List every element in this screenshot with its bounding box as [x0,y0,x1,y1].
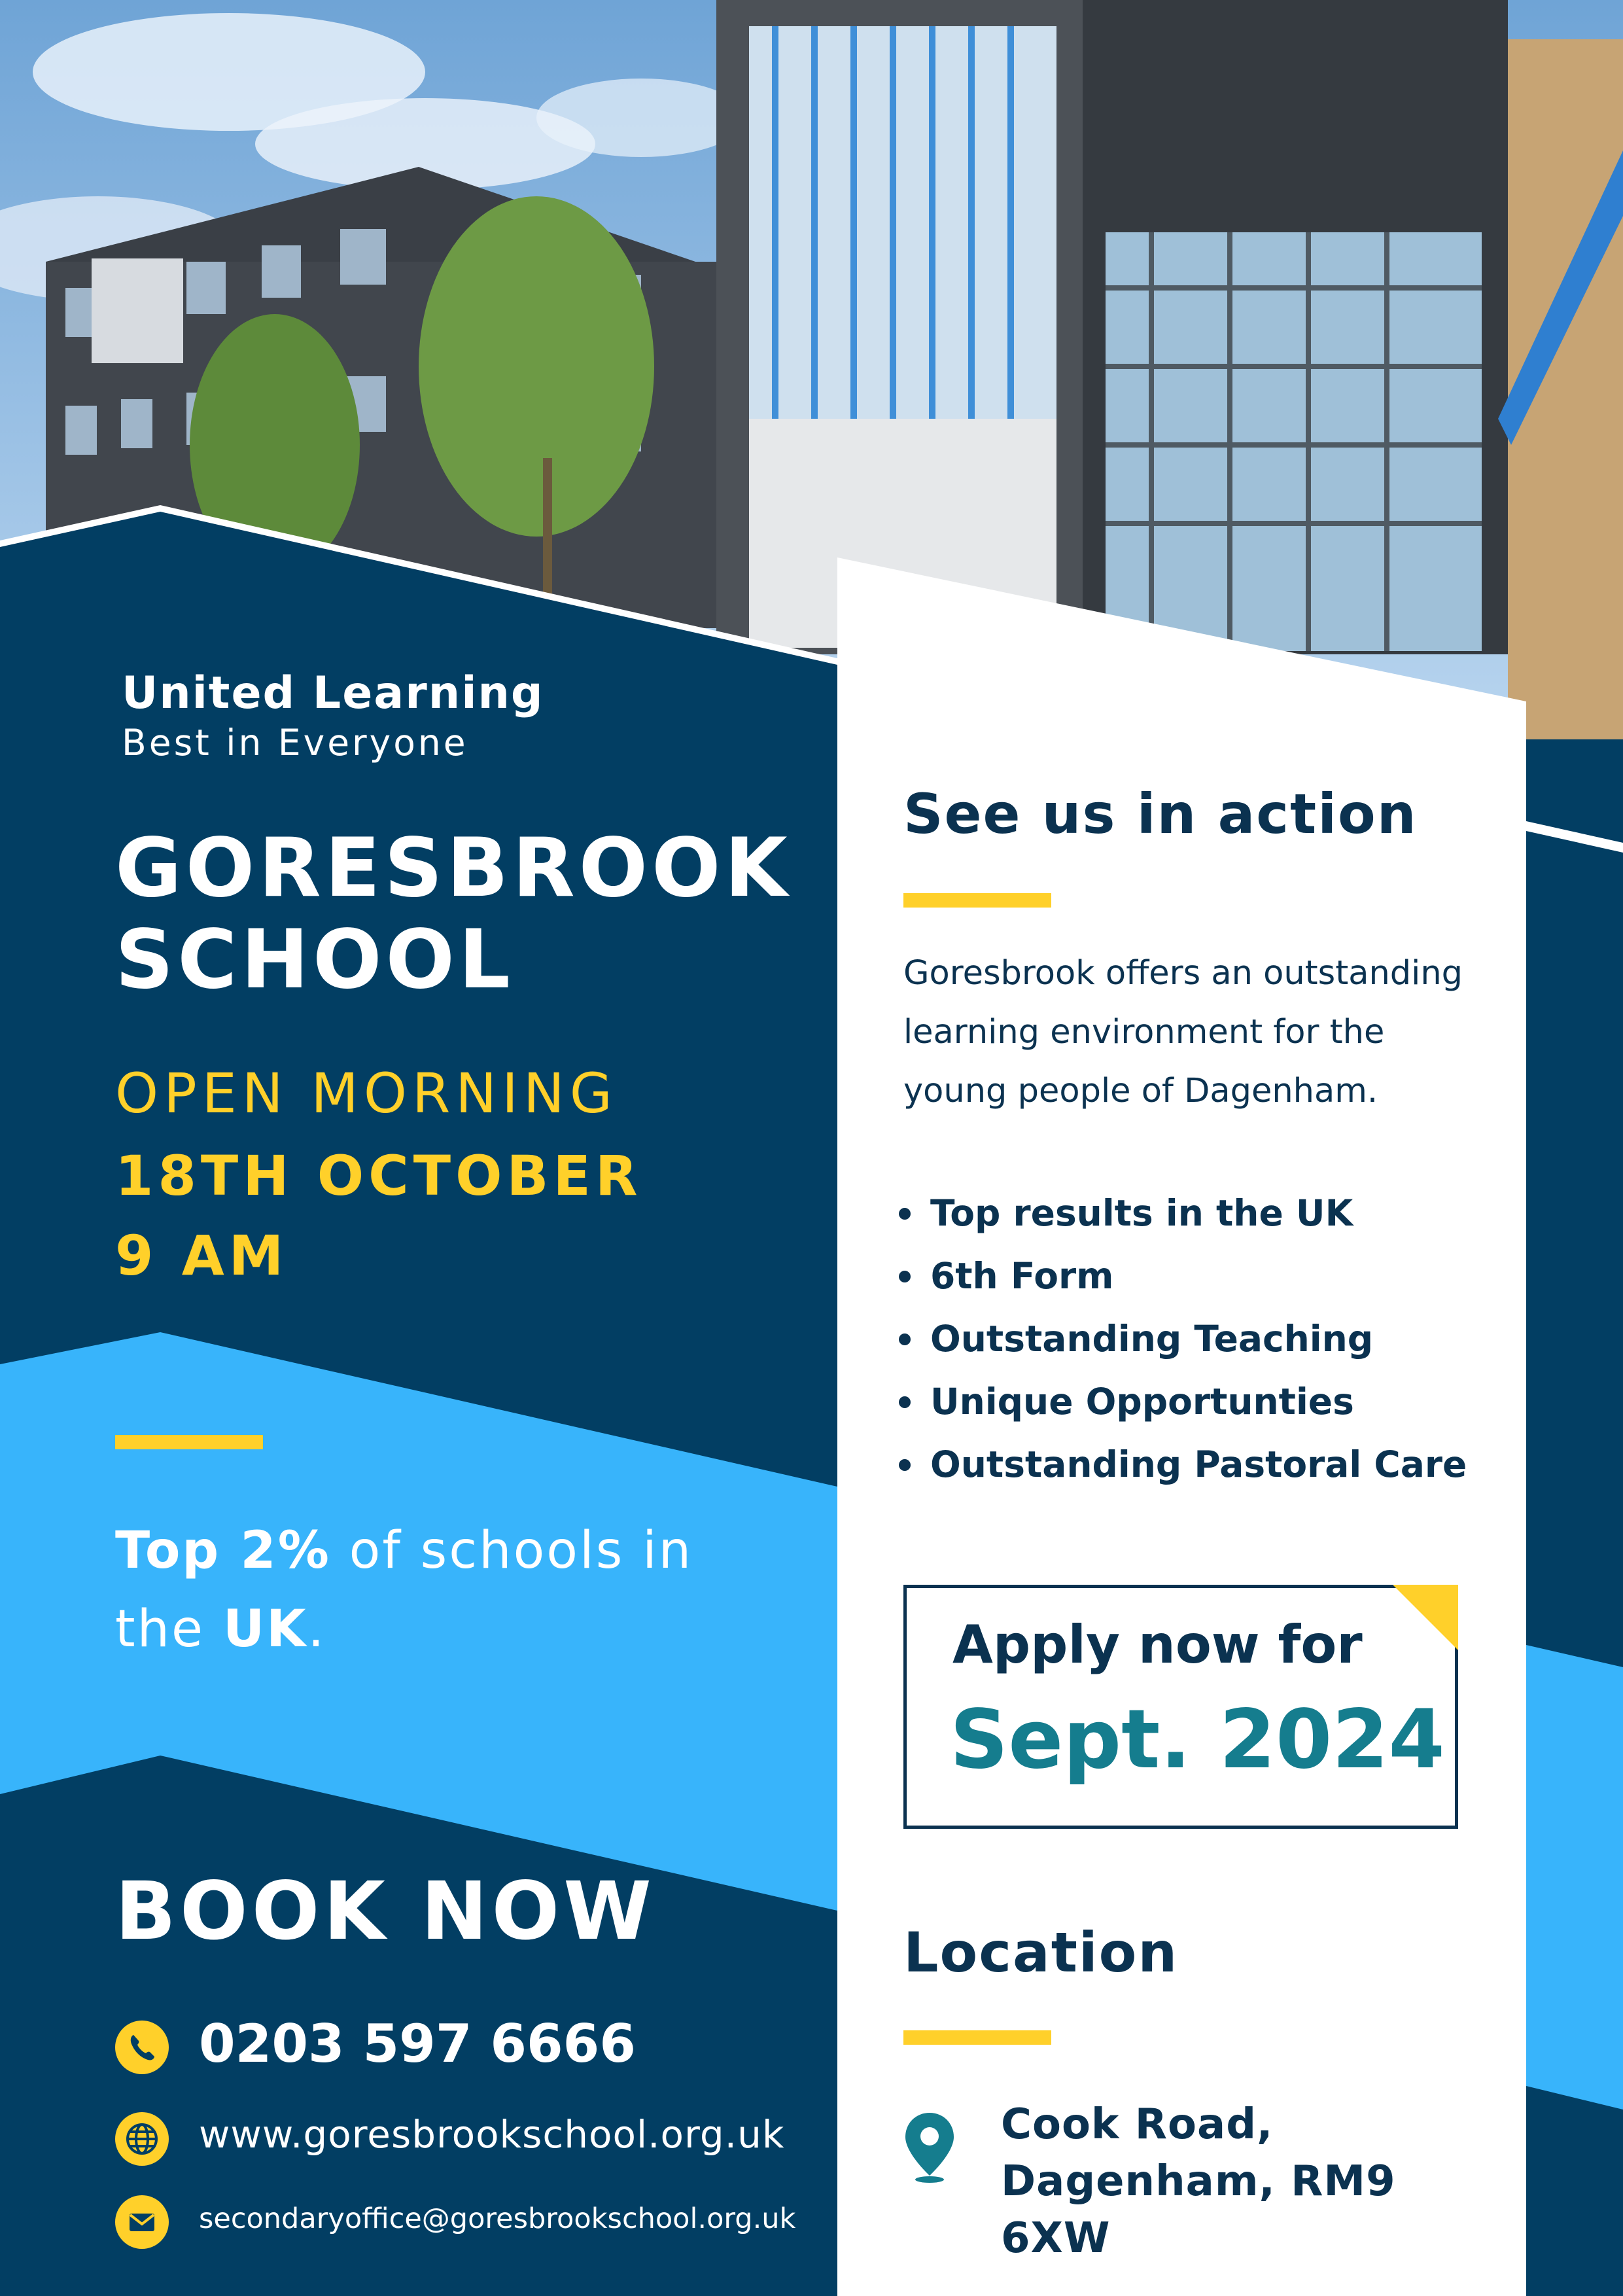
feature-label: Top results in the UK [930,1192,1353,1234]
feature-label: Outstanding Pastoral Care [930,1443,1467,1485]
apply-line1: Apply now for [952,1614,1363,1675]
about-body-line2: learning environment for the [903,1013,1385,1051]
brand-name: United Learning [122,667,544,719]
location-accent-bar [903,2030,1051,2045]
feature-list [896,1182,1467,1496]
feature-label: Outstanding Teaching [930,1318,1374,1360]
ranking-text1: of schools in [330,1521,693,1580]
about-heading: See us in action [903,782,1418,846]
address-line1: Cook Road, [1001,2100,1274,2149]
map-pin-icon [901,2110,958,2183]
event-date: 18TH OCTOBER [115,1144,642,1208]
phone-icon [115,2021,169,2074]
ranking-accent-bar [115,1435,263,1449]
corner-accent [1393,1585,1458,1650]
about-body-line3: young people of Dagenham. [903,1072,1378,1110]
bullet-icon [899,1271,911,1282]
bullet-icon [899,1396,911,1408]
list-item [896,1370,1467,1433]
ranking-strong-uk: UK [222,1600,308,1659]
apply-line2: Sept. 2024 [950,1693,1445,1787]
about-body-line1: Goresbrook offers an outstanding [903,954,1463,993]
bullet-icon [899,1459,911,1471]
event-time: 9 AM [115,1224,288,1288]
apply-box [903,1585,1458,1829]
ranking-end: . [307,1600,326,1659]
bullet-icon [899,1333,911,1345]
bullet-icon [899,1208,911,1220]
address-line3: 6XW [1001,2214,1111,2263]
list-item [896,1433,1467,1496]
brand-tagline: Best in Everyone [122,722,468,764]
ranking-line2 [115,1600,326,1659]
feature-label: Unique Opportunties [930,1381,1354,1422]
feature-label: 6th Form [930,1255,1114,1297]
ranking-text2: the [115,1600,223,1659]
ranking-line1 [115,1521,693,1580]
school-name-line1: GORESBROOK [115,821,792,915]
globe-icon [115,2112,169,2166]
event-title: OPEN MORNING [115,1061,618,1125]
website-link[interactable]: www.goresbrookschool.org.uk [199,2112,785,2157]
school-name-line2: SCHOOL [115,913,514,1007]
address-line2: Dagenham, RM9 [1001,2157,1396,2206]
email-link[interactable]: secondaryoffice@goresbrookschool.org.uk [199,2202,796,2235]
book-now-heading: BOOK NOW [115,1865,655,1958]
phone-number[interactable]: 0203 597 6666 [199,2013,637,2074]
list-item [896,1245,1467,1307]
list-item [896,1182,1467,1245]
about-accent-bar [903,893,1051,908]
location-heading: Location [903,1920,1179,1985]
email-icon [115,2195,169,2249]
ranking-strong-top: Top 2% [115,1521,331,1580]
list-item [896,1307,1467,1370]
